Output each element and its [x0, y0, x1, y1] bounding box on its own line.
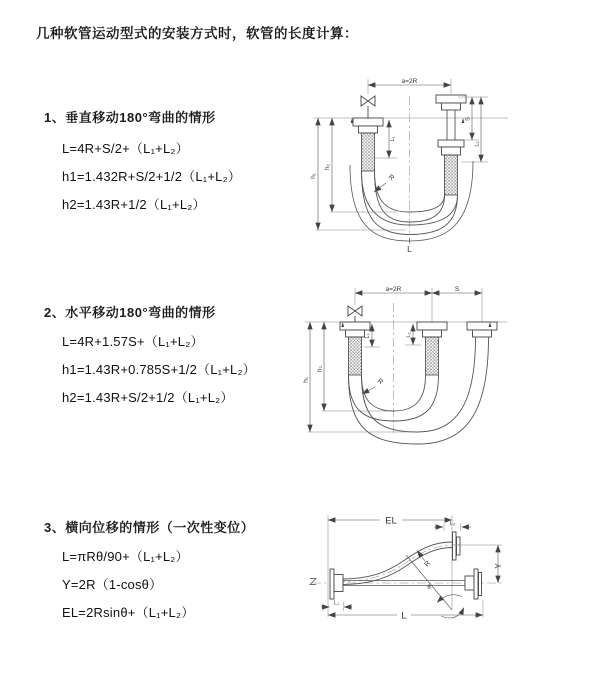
dimension-l2 [434, 521, 471, 531]
braided-hose-section [445, 155, 458, 195]
svg-text:L₁: L₁ [365, 333, 371, 339]
section-3-heading: 3、横向位移的情形（一次性变位） [44, 520, 255, 535]
svg-text:R: R [375, 377, 385, 387]
dimension-l1 [321, 601, 352, 612]
datum-arrow [462, 118, 465, 123]
section-1-formula-l: L=4R+S/2+（L₁+L₂） [62, 141, 189, 156]
left-flange [330, 569, 343, 599]
section-1-heading: 1、垂直移动180°弯曲的情形 [44, 110, 216, 125]
diagram-lateral-displacement [308, 503, 593, 653]
svg-text:L₁: L₁ [390, 136, 396, 142]
svg-text:S: S [454, 286, 460, 293]
svg-text:L₂: L₂ [474, 141, 481, 147]
displaced-flange [453, 532, 461, 560]
middle-pipe-fitting [417, 322, 447, 375]
braided-hose-section [426, 337, 439, 375]
svg-text:a=2R: a=2R [401, 78, 418, 85]
centerline-break-mark [310, 579, 316, 585]
diagram-vertical-180-bend [305, 72, 575, 257]
svg-text:L₁: L₁ [334, 600, 339, 607]
left-pipe-fitting [340, 322, 370, 375]
section-2-heading: 2、水平移动180°弯曲的情形 [44, 305, 216, 320]
svg-text:R: R [386, 173, 396, 183]
dimension-l [328, 600, 483, 622]
section-3-formula-l: L=πRθ/90+（L₁+L₂） [62, 549, 189, 564]
braided-hose-section [349, 337, 362, 375]
valve-icon [348, 306, 362, 322]
section-2-formula-l: L=4R+1.57S+（L₁+L₂） [62, 334, 204, 349]
radius-leader [374, 174, 395, 192]
svg-text:L: L [407, 244, 412, 254]
dimension-s [432, 286, 482, 322]
angle-theta [427, 585, 464, 618]
section-1-formula-h1: h1=1.432R+S/2+1/2（L₁+L₂） [62, 169, 242, 184]
svg-text:L: L [401, 610, 407, 622]
section-1-formula-h2: h2=1.43R+1/2（L₁+L₂） [62, 197, 206, 212]
svg-text:EL: EL [385, 515, 397, 527]
hose-s-curve [336, 542, 460, 585]
valve-icon [361, 96, 375, 118]
svg-text:Y: Y [494, 563, 503, 569]
displaced-pipe-fitting [467, 322, 497, 337]
right-pipe-fitting [436, 95, 466, 195]
section-3-formula-y: Y=2R（1-cosθ） [62, 577, 163, 592]
svg-text:L₂: L₂ [449, 521, 456, 527]
svg-text:h₂: h₂ [324, 163, 331, 171]
right-flange [465, 569, 482, 599]
radius-leader [362, 378, 384, 394]
svg-text:θ: θ [427, 585, 431, 591]
length-label [407, 238, 412, 254]
svg-text:S: S [465, 116, 472, 122]
page-title: 几种软管运动型式的安装方式时，软管的长度计算： [36, 26, 358, 41]
dimension-a2r [368, 78, 451, 94]
section-2-formula-h1: h1=1.43R+0.785S+1/2（L₁+L₂） [62, 362, 256, 377]
left-pipe-fitting [353, 118, 383, 171]
diagram-horizontal-180-bend [300, 283, 595, 458]
hose-u-bend [349, 337, 489, 444]
svg-text:R: R [423, 559, 433, 569]
dimension-l2 [461, 97, 488, 162]
svg-text:a=2R: a=2R [385, 286, 402, 293]
svg-text:h₁: h₁ [302, 377, 310, 383]
braided-hose-section [362, 133, 375, 171]
section-2-formula-h2: h2=1.43R+S/2+1/2（L₁+L₂） [62, 390, 234, 405]
svg-text:h₁: h₁ [310, 173, 317, 179]
svg-text:L₂: L₂ [406, 332, 412, 338]
section-3-formula-el: EL=2Rsinθ+（L₁+L₂） [62, 605, 195, 620]
dimension-el [328, 514, 452, 617]
svg-text:h₂: h₂ [316, 365, 324, 373]
